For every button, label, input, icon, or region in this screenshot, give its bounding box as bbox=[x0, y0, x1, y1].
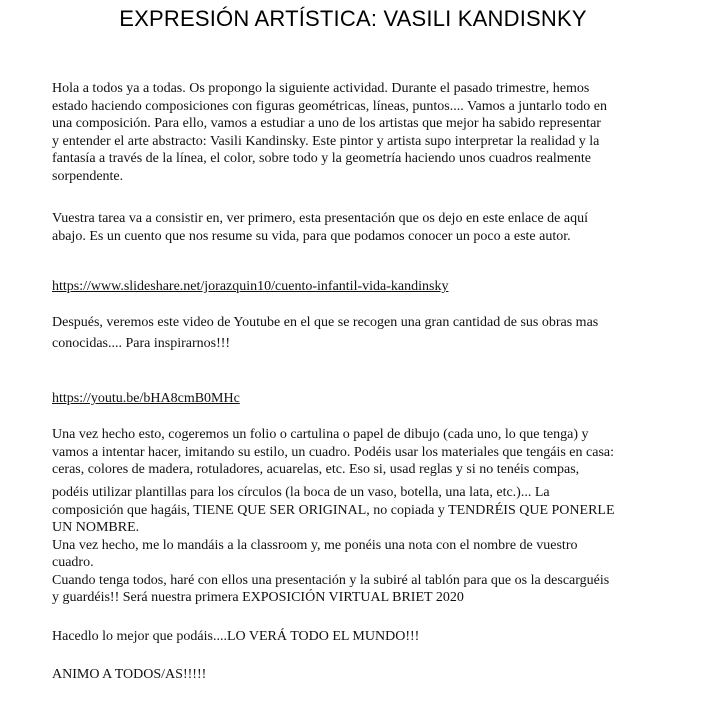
instructions-paragraph-top bbox=[52, 426, 664, 479]
task-paragraph bbox=[52, 210, 664, 245]
youtube-link-row bbox=[52, 390, 664, 408]
task-line: Vuestra tarea va a consistir en, ver primero, esta presentación que os dejo en este enlace de aquí bbox=[52, 211, 588, 226]
intro-line: una composición. Para ello, vamos a estudiar a uno de los artistas que mejor ha sabido representar bbox=[52, 116, 601, 131]
instructions-line: podéis utilizar plantillas para los círculos (la boca de un vaso, botella, una lata, etc.)... La bbox=[52, 485, 550, 500]
instructions-line: y guardéis!! Será nuestra primera EXPOSICIÓN VIRTUAL BRIET 2020 bbox=[52, 590, 464, 605]
instructions-line: Cuando tenga todos, haré con ellos una presentación y la subiré al tablón para que os la descarguéis bbox=[52, 572, 610, 588]
instructions-line: ceras, colores de madera, rotuladores, acuarelas, etc. Eso si, usad reglas y si no tenéis compas, bbox=[52, 462, 580, 477]
video-line: Después, veremos este video de Youtube en el que se recogen una gran cantidad de sus obras mas bbox=[52, 315, 599, 330]
cheer-paragraph bbox=[52, 666, 664, 684]
page-title: EXPRESIÓN ARTÍSTICA: VASILI KANDISNKY bbox=[119, 6, 587, 31]
closing-line: Hacedlo lo mejor que podáis....LO VERÁ TODO EL MUNDO!!! bbox=[52, 629, 420, 644]
video-paragraph bbox=[52, 312, 664, 354]
instructions-line: vamos a intentar hacer, imitando su estilo, un cuadro. Podéis usar los materiales que tengáis en casa: bbox=[52, 444, 614, 460]
intro-line: y entender el arte abstracto: Vasili Kandinsky. Este pintor y artista supo interpretar la realidad y la bbox=[52, 133, 600, 149]
cheer-line: ANIMO A TODOS/AS!!!!! bbox=[52, 667, 207, 682]
instructions-paragraph-bottom bbox=[52, 484, 664, 607]
instructions-line: composición que hagáis, TIENE QUE SER ORIGINAL, no copiada y TENDRÉIS QUE PONERLE bbox=[52, 502, 615, 518]
intro-line: estado haciendo composiciones con figuras geométricas, líneas, puntos.... Vamos a juntarlo todo en bbox=[52, 98, 607, 114]
instructions-line: Una vez hecho esto, cogeremos un folio o cartulina o papel de dibujo (cada uno, lo que tenga) y bbox=[52, 427, 589, 442]
intro-paragraph bbox=[52, 80, 664, 185]
slideshare-link[interactable]: https://www.slideshare.net/jorazquin10/cuento-infantil-vida-kandinsky bbox=[52, 279, 449, 294]
closing-paragraph bbox=[52, 628, 664, 646]
intro-line: sorpendente. bbox=[52, 168, 124, 184]
intro-line: fantasía a través de la línea, el color, sobre todo y la geometría haciendo unos cuadros realmente bbox=[52, 151, 591, 166]
slideshare-link-row bbox=[52, 278, 664, 296]
instructions-line: cuadro. bbox=[52, 555, 94, 570]
video-line: conocidas.... Para inspirarnos!!! bbox=[52, 336, 231, 351]
task-line: abajo. Es un cuento que nos resume su vida, para que podamos conocer un poco a este autor. bbox=[52, 228, 571, 244]
instructions-line: UN NOMBRE. bbox=[52, 520, 140, 535]
instructions-line: Una vez hecho, me lo mandáis a la classroom y, me ponéis una nota con el nombre de vuestro bbox=[52, 537, 578, 553]
intro-line: Hola a todos ya a todas. Os propongo la siguiente actividad. Durante el pasado trimestre, hemos bbox=[52, 81, 590, 96]
youtube-link[interactable]: https://youtu.be/bHA8cmB0MHc bbox=[52, 391, 240, 406]
